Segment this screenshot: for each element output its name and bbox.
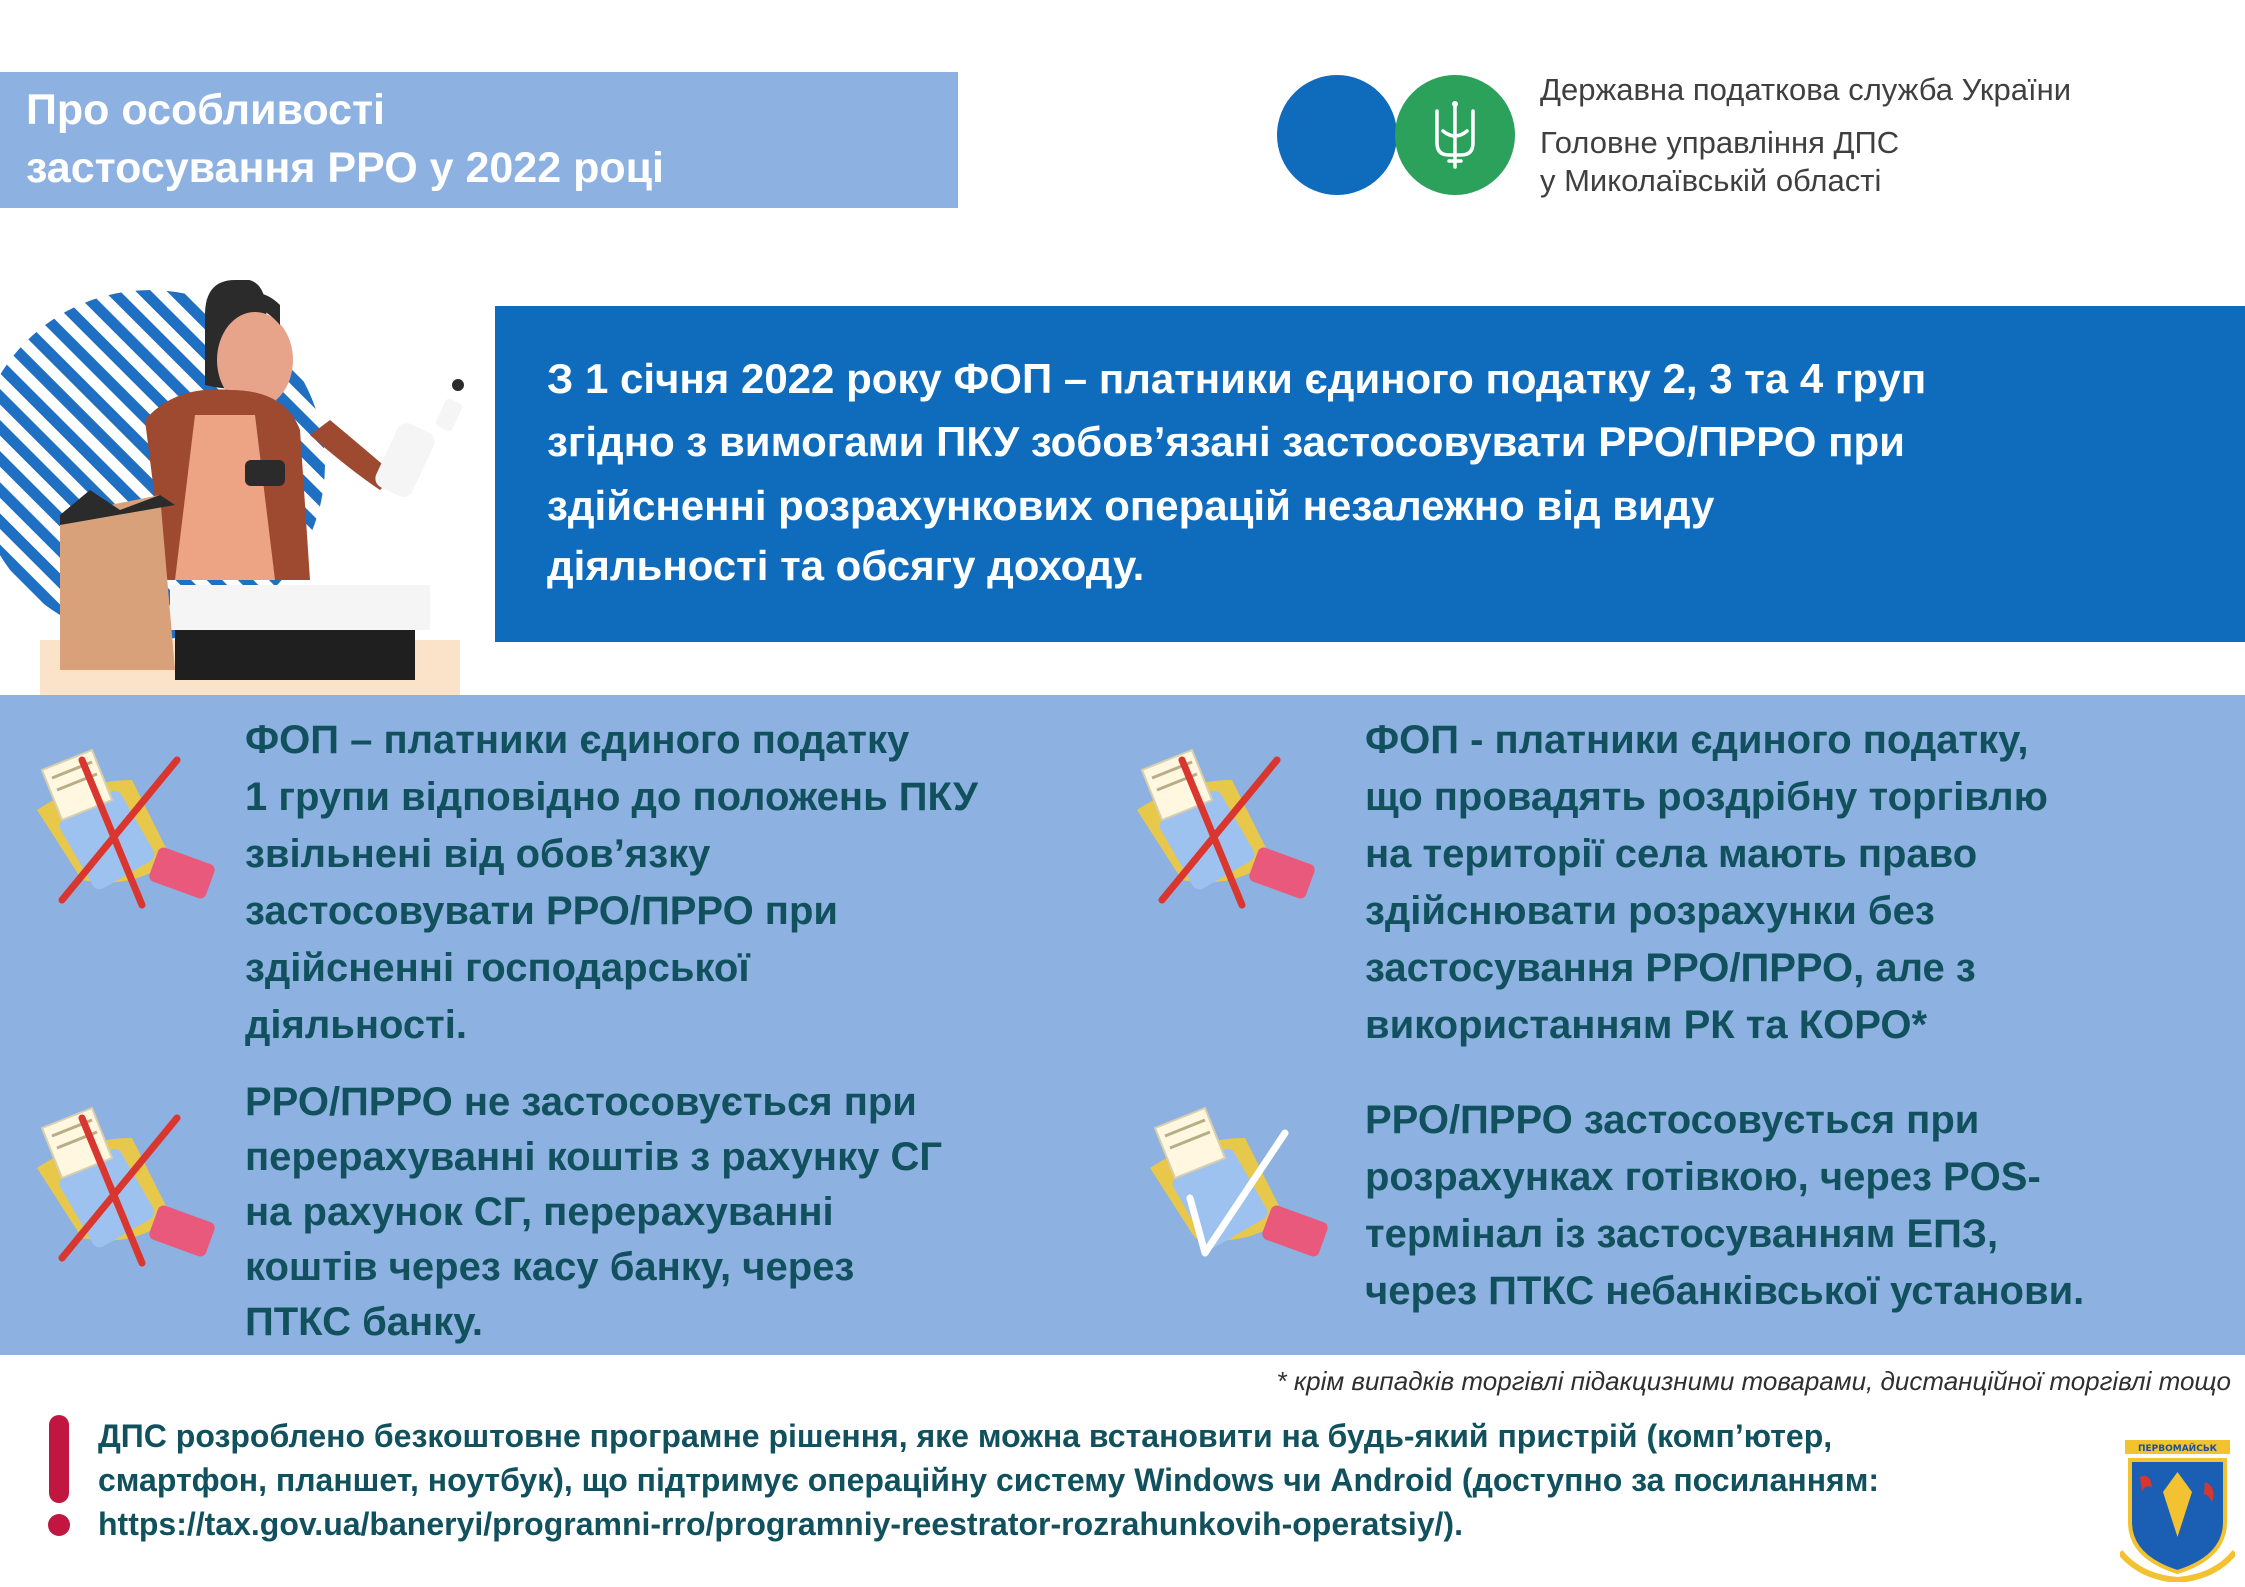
block-3-line-2: перерахуванні коштів з рахунку СГ <box>245 1135 943 1179</box>
block-2-line-6: використанням РК та КОРО* <box>1365 1003 1928 1047</box>
org-region: у Миколаївській області <box>1540 163 1882 198</box>
footnote: * крім випадків торгівлі підакцизними товарами, дистанційної торгівлі тощо <box>1276 1366 2231 1396</box>
terminal-crossed-icon <box>1122 740 1322 920</box>
terminal-check-icon <box>1135 1098 1335 1278</box>
block-1-line-2: 1 групи відповідно до положень ПКУ <box>245 775 978 819</box>
title-line-1: Про особливості <box>26 86 385 134</box>
block-1-line-4: застосовувати РРО/ПРРО при <box>245 889 838 933</box>
block-3-line-3: на рахунок СГ, перерахуванні <box>245 1190 834 1234</box>
terminal-crossed-icon <box>22 740 222 920</box>
main-notice-line-1: З 1 січня 2022 року ФОП – платники єдиного податку 2, 3 та 4 груп <box>547 355 1927 402</box>
main-notice-line-3: здійсненні розрахункових операцій незалежно від виду <box>547 482 1715 529</box>
dps-logo-blue-circle <box>1277 75 1397 195</box>
org-name: Державна податкова служба України <box>1540 72 2072 107</box>
software-note-line-1: ДПС розроблено безкоштовне програмне рішення, яке можна встановити на будь-який пристрій (комп’ютер, <box>98 1418 1833 1454</box>
block-4-line-2: розрахунках готівкою, через POS- <box>1365 1155 2041 1199</box>
block-1-line-5: здійсненні господарської <box>245 946 750 990</box>
trident-icon <box>1395 75 1515 195</box>
dps-logo-green-circle <box>1395 75 1515 195</box>
title-line-2: застосування РРО у 2022 році <box>26 144 664 192</box>
city-emblem <box>2120 1432 2235 1582</box>
block-3-line-4: коштів через касу банку, через <box>245 1245 855 1289</box>
main-notice-line-4: діяльності та обсягу доходу. <box>547 542 1145 589</box>
org-department: Головне управління ДПС <box>1540 125 1900 160</box>
block-2-line-1: ФОП - платники єдиного податку, <box>1365 718 2029 762</box>
block-1-line-6: діяльності. <box>245 1003 467 1047</box>
title-banner <box>0 72 958 208</box>
block-3-line-1: РРО/ПРРО не застосовується при <box>245 1080 917 1124</box>
block-2-line-3: на території села мають право <box>1365 832 1978 876</box>
block-4-line-1: РРО/ПРРО застосовується при <box>1365 1098 1980 1142</box>
software-note-line-2: смартфон, планшет, ноутбук), що підтримує операційну систему Windows чи Android (доступно за посиланням: <box>98 1462 1880 1498</box>
exclamation-icon <box>45 1415 73 1540</box>
block-2-line-5: застосування РРО/ПРРО, але з <box>1365 946 1976 990</box>
software-note-link[interactable]: https://tax.gov.ua/baneryi/programni-rro/programniy-reestrator-rozrahunkovih-operatsiy/). <box>98 1506 1463 1542</box>
block-2-line-2: що провадять роздрібну торгівлю <box>1365 775 2048 819</box>
block-3-line-5: ПТКС банку. <box>245 1300 484 1344</box>
block-4-line-4: через ПТКС небанківської установи. <box>1365 1269 2085 1313</box>
emblem-lettering: ПЕРВОМАЙСЬК <box>2137 1444 2218 1454</box>
block-4-line-3: термінал із застосуванням ЕПЗ, <box>1365 1212 1999 1256</box>
block-1-line-3: звільнені від обов’язку <box>245 832 711 876</box>
block-2-line-4: здійснювати розрахунки без <box>1365 889 1935 933</box>
terminal-crossed-icon <box>22 1098 222 1278</box>
main-notice-line-2: згідно з вимогами ПКУ зобов’язані застосовувати РРО/ПРРО при <box>547 418 1905 465</box>
cashier-illustration <box>0 280 470 695</box>
block-1-line-1: ФОП – платники єдиного податку <box>245 718 910 762</box>
